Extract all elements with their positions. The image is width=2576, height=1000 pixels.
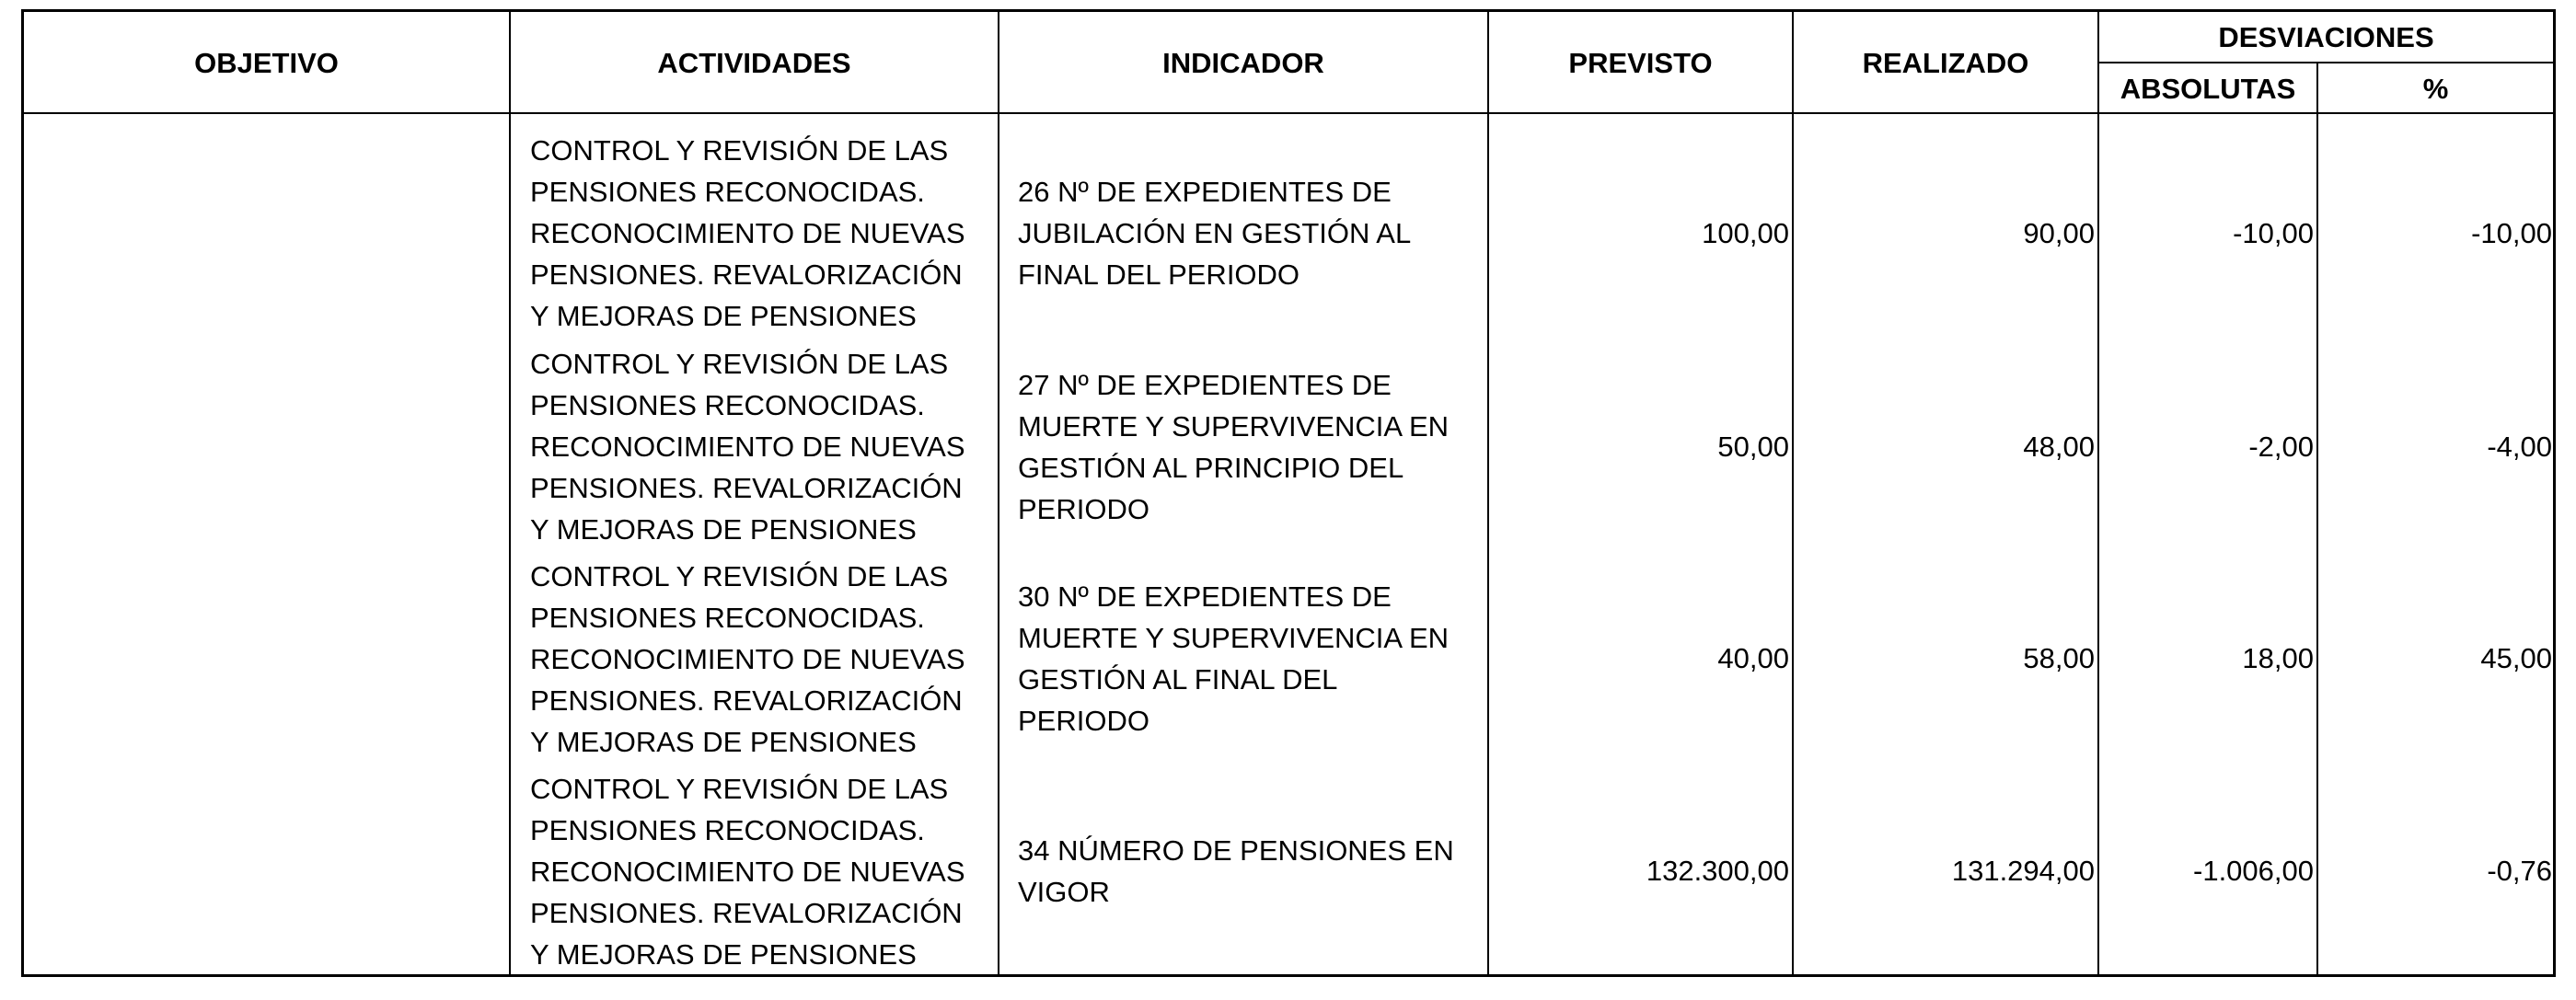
absolutas-cell: -10,00: [2233, 216, 2314, 249]
indicador-cell: 34 NÚMERO DE PENSIONES EN VIGOR: [1018, 834, 1454, 908]
table-row: [24, 340, 2553, 553]
header-indicador: INDICADOR: [1162, 46, 1324, 79]
table-row: [24, 765, 2553, 977]
previsto-cell: 100,00: [1702, 216, 1789, 249]
absolutas-cell: -1.006,00: [2193, 855, 2314, 887]
previsto-cell: 50,00: [1717, 430, 1789, 463]
table-row: [24, 128, 2553, 339]
header-objetivo: OBJETIVO: [194, 46, 339, 79]
header-realizado: REALIZADO: [1862, 46, 2029, 79]
absolutas-cell: -2,00: [2248, 430, 2314, 463]
realizado-cell: 131.294,00: [1951, 855, 2095, 887]
previsto-cell: 40,00: [1717, 642, 1789, 674]
realizado-cell: 58,00: [2023, 642, 2095, 674]
realizado-cell: 48,00: [2023, 430, 2095, 463]
actividades-cell: CONTROL Y REVISIÓN DE LAS PENSIONES RECONOCIDAS. RECONOCIMIENTO DE NUEVAS PENSIONES. REVALORIZACIÓN Y MEJORAS DE PENSIONES: [530, 772, 965, 971]
porcentaje-cell: -0,76: [2487, 855, 2552, 887]
header-absolutas: ABSOLUTAS: [2120, 72, 2296, 105]
actividades-cell: CONTROL Y REVISIÓN DE LAS PENSIONES RECONOCIDAS. RECONOCIMIENTO DE NUEVAS PENSIONES. REVALORIZACIÓN Y MEJORAS DE PENSIONES: [530, 134, 965, 332]
header-actividades: ACTIVIDADES: [657, 46, 851, 79]
porcentaje-cell: -10,00: [2471, 216, 2552, 249]
actividades-cell: CONTROL Y REVISIÓN DE LAS PENSIONES RECONOCIDAS. RECONOCIMIENTO DE NUEVAS PENSIONES. REVALORIZACIÓN Y MEJORAS DE PENSIONES: [530, 559, 965, 758]
indicador-cell: 26 Nº DE EXPEDIENTES DE JUBILACIÓN EN GESTIÓN AL FINAL DEL PERIODO: [1018, 176, 1412, 291]
header-desviaciones: DESVIACIONES: [2218, 21, 2434, 53]
indicators-table: [21, 9, 2556, 977]
previsto-cell: 132.300,00: [1646, 855, 1789, 887]
realizado-cell: 90,00: [2023, 216, 2095, 249]
indicador-cell: 30 Nº DE EXPEDIENTES DE MUERTE Y SUPERVIVENCIA EN GESTIÓN AL FINAL DEL PERIODO: [1018, 580, 1450, 737]
table-row: [24, 553, 2553, 764]
header-porcentaje: %: [2422, 72, 2449, 105]
porcentaje-cell: -4,00: [2487, 430, 2552, 463]
header-previsto: PREVISTO: [1568, 46, 1713, 79]
absolutas-cell: 18,00: [2242, 642, 2314, 674]
actividades-cell: CONTROL Y REVISIÓN DE LAS PENSIONES RECONOCIDAS. RECONOCIMIENTO DE NUEVAS PENSIONES. REVALORIZACIÓN Y MEJORAS DE PENSIONES: [530, 348, 965, 546]
porcentaje-cell: 45,00: [2480, 642, 2552, 674]
indicador-cell: 27 Nº DE EXPEDIENTES DE MUERTE Y SUPERVIVENCIA EN GESTIÓN AL PRINCIPIO DEL PERIODO: [1018, 368, 1450, 525]
